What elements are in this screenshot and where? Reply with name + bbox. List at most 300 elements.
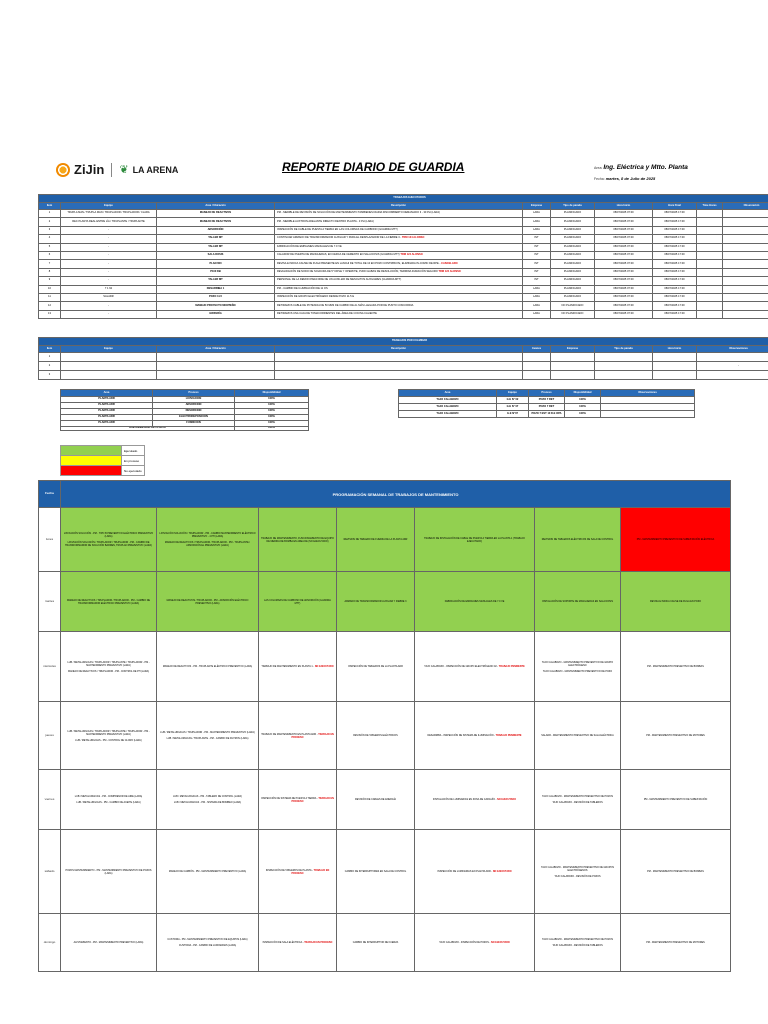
weekly-task-cell <box>157 770 259 830</box>
availability-header-row <box>61 390 309 397</box>
availability-proc-cell: DESORCIÓN <box>153 409 235 415</box>
executed-item-cell: 8 <box>39 268 61 276</box>
weekly-task-text: PM - MANTENIMIENTO PREVENTIVO DE MOTORES <box>646 734 705 737</box>
weekly-task-status: TRABAJO EN PROCESO <box>291 796 334 803</box>
area-label: Area: <box>594 166 603 170</box>
weekly-task-text: PM - MANTENIMIENTO PREVENTIVO DE BOMBAS <box>647 870 704 873</box>
executed-emp-cell: INT <box>523 243 551 251</box>
executed-empty-cell <box>723 285 768 293</box>
executed-equipo-cell: 7 1 62 <box>61 285 157 293</box>
executed-desc-cell: RETIRAMOS UNA CAJA DE TOMACORRIENTES DEL ÁREA DE COCINA CALIENTE <box>275 310 523 318</box>
weekly-task-text: MANEJO DE REACTIVOS / TRUPLADOR / TRUPLADOR - PM - CAMBIO DE TRANSFORMADOR ELÉCTRICO PREVENTIVO (LARA) <box>66 598 151 605</box>
pending-empty-cell <box>653 353 697 362</box>
executed-desc-cell: PM - CAMBIO DE ILUMINACIÓN DE 11 OS <box>275 285 523 293</box>
pending-item-cell: 3 <box>39 371 61 380</box>
executed-desc-cell: FABRICACIÓN DE EMPALMES MANUALES DE 7.0 VE <box>275 243 523 251</box>
executed-hi-cell: 08/07/2025 07:00 <box>595 235 653 243</box>
weekly-task-cell <box>61 508 157 572</box>
executed-hf-cell: 08/07/2025 17:00 <box>653 226 697 234</box>
weekly-task-text: INSPECCIÓN DE TABLEROS DE PLANTA - <box>265 868 314 872</box>
area-value: Ing. Eléctrica y Mtto. Planta <box>603 164 688 171</box>
executed-empty-cell <box>697 251 723 259</box>
executed-tipo-cell: PLANIFICADO <box>551 235 595 243</box>
weekly-task-text: LUB / METALURGICAS - PM - TABLERO DE CONTROL (LARA) LUB / METALURGICAS - PM - SISTEMA DE BOMBEO (LARA) <box>173 795 242 804</box>
equipment-obs-cell <box>601 404 695 411</box>
executed-emp-cell: INT <box>523 268 551 276</box>
executed-emp-cell: LARA <box>523 285 551 293</box>
pending-header-cell: Tipo de parada <box>595 346 653 353</box>
weekly-task-cell <box>337 830 415 914</box>
executed-header-cell: Empresa <box>523 203 551 210</box>
weekly-task-status: TRABAJO EN PROCESO <box>291 868 330 875</box>
executed-hf-cell: 08/07/2025 17:00 <box>653 285 697 293</box>
weekly-task-cell <box>535 572 621 632</box>
availability-disp-cell: 100% <box>235 403 309 409</box>
executed-header-cell: Hora Final <box>653 203 697 210</box>
executed-empty-cell <box>723 235 768 243</box>
executed-area-cell: ADSORCIÓN <box>157 226 275 234</box>
pending-empty-cell <box>61 371 157 380</box>
pending-empty-cell <box>523 353 551 362</box>
executed-tipo-cell: PLANIFICADO <box>551 226 595 234</box>
weekly-row <box>39 632 731 702</box>
pending-work-table <box>38 337 768 380</box>
equipment-disp-cell: 100% <box>565 411 601 418</box>
pending-header-cell: Empresa <box>551 346 595 353</box>
weekly-task-text: TRABAJO DE MANTENIMIENTO EN PLANTA ADR - <box>261 732 319 736</box>
weekly-day-cell: viernes <box>39 770 61 830</box>
weekly-task-text: PM - MANTENIMIENTO PREVENTIVO DE MOTORES <box>646 941 705 944</box>
executed-header-cell: Hora Inicio <box>595 203 653 210</box>
logo-brand: ZiJin <box>74 162 105 177</box>
logo-site: LA ARENA <box>132 164 179 175</box>
executed-emp-cell: INT <box>523 260 551 268</box>
weekly-task-text: LUB / METALURGICAS - PM - COMPRESOR DE AIRE (LARA) LUB / METALURGICAS - PM - CAMBIO DE ACEITE (LARA) <box>74 795 143 804</box>
executed-item-cell: 9 <box>39 277 61 285</box>
weekly-task-text: TRABAJO DE MANTENIMIENTO EN PLANTA 1 - <box>261 665 315 668</box>
weekly-task-text: CAMBIO DE INTERRUPTORES EN SALA DE CONTROL <box>344 870 407 873</box>
availability-disp-cell: 100% <box>235 421 309 427</box>
executed-emp-cell: LARA <box>523 302 551 310</box>
weekly-task-cell <box>535 830 621 914</box>
weekly-task-text: LAS COLUMNAS DE CARBONO DE ADSORCIÓN (GUARDIA MTT) <box>264 598 331 605</box>
executed-area-cell: MANEJO DE REACTIVOS <box>157 210 275 218</box>
leaf-icon: ❦ <box>119 164 129 176</box>
pending-item-cell: 2 <box>39 362 61 371</box>
equipment-header-cell: Disponibilidad <box>565 390 601 397</box>
equipment-area-cell: TAJO CALABOZO <box>399 397 497 404</box>
weekly-task-cell <box>157 702 259 770</box>
weekly-task-cell <box>337 572 415 632</box>
pending-header-cell: Descripción <box>275 346 523 353</box>
equipment-disp-cell: 100% <box>565 404 601 411</box>
equipment-proc-cell: POZO 7 RET <box>529 397 565 404</box>
pending-empty-cell <box>551 371 595 380</box>
executed-emp-cell: LARA <box>523 293 551 301</box>
executed-item-cell: 11 <box>39 293 61 301</box>
weekly-task-cell <box>337 508 415 572</box>
pending-empty-cell <box>275 362 523 371</box>
weekly-task-cell <box>157 632 259 702</box>
zijin-sun-icon <box>56 163 70 177</box>
weekly-task-cell <box>337 914 415 972</box>
executed-tipo-cell: PLANIFICADO <box>551 260 595 268</box>
weekly-program-table <box>38 480 731 972</box>
weekly-task-text: INSPECCIÓN DE SISTEMA DE PUESTA A TIERRA - <box>261 796 319 800</box>
pending-empty-cell <box>595 362 653 371</box>
weekly-task-cell <box>157 830 259 914</box>
weekly-row <box>39 508 731 572</box>
pending-empty-cell <box>157 362 275 371</box>
weekly-task-text: LIXIVIACIÓN SOLUCIÓN / TRUPLADOR - PM - CAMBIO MANTENIMIENTO ELÉCTRICO PREVENTIVO - 4 PH (LARA) MANEJO DE REACTIVOS / TRUPLADOR / TRUPLADOR - PM - TRUPLANTE / ADSORCIÓN EL PREVENTIVO (LARA) <box>159 532 256 547</box>
weekly-task-cell <box>415 830 535 914</box>
executed-hi-cell: 08/07/2025 07:00 <box>595 285 653 293</box>
availability-area-cell: PLANTA ADR <box>61 415 153 421</box>
weekly-task-status: TRABAJO EN PROCESO <box>291 732 334 739</box>
weekly-task-text: PM - MANTENIMIENTO PREVENTIVO DE BOMBAS <box>647 665 704 668</box>
executed-header-row <box>39 203 768 210</box>
equipment-area-cell: TAJO CALABOZO <box>399 411 497 418</box>
executed-desc-cell <box>275 251 523 259</box>
executed-empty-cell <box>697 268 723 276</box>
weekly-task-cell <box>535 770 621 830</box>
weekly-task-cell <box>621 572 731 632</box>
executed-empty-cell <box>697 226 723 234</box>
executed-tipo-cell: PLANIFICADO <box>551 268 595 276</box>
executed-desc-text: CONTINUAR ARMADO DE TRANSFORMADOR AUXILIAR Y PARA EL DESPLAZADOR DE LA FIEBRE 3 - <box>277 236 402 240</box>
weekly-task-text: INSPECCIÓN DE SALA ELÉCTRICA - <box>262 941 305 944</box>
executed-empty-cell <box>697 277 723 285</box>
executed-area-cell: GRIFERÍA <box>157 310 275 318</box>
company-logo <box>56 162 178 177</box>
executed-item-cell: 1 <box>39 210 61 218</box>
executed-hi-cell: 08/07/2025 07:00 <box>595 210 653 218</box>
date-value: martes, 8 de Julio de 2025 <box>605 176 656 181</box>
executed-empty-cell <box>723 218 768 226</box>
status-flag: TRM 124 ALONSO <box>438 270 461 273</box>
table-row <box>399 404 695 411</box>
table-row <box>39 293 768 301</box>
weekly-task-text: LIXIVIACIÓN SOLUCIÓN - PM - TIPO B PREVENTIVO ELÉCTRICO PREVENTIVO (LARA) LIXIVIACIÓN SOLUCIÓN / TRUPLADOR / TRUPLADOR - PM - CAMBIO DE TRANSFORMADOR DE SOLUCIÓN BARREN, TRUPLAN PREVENTIVO (LARA) <box>63 532 154 547</box>
executed-header-cell: Item <box>39 203 61 210</box>
executed-item-cell: 6 <box>39 251 61 259</box>
executed-desc-cell <box>275 235 523 243</box>
executed-emp-cell: LARA <box>523 310 551 318</box>
weekly-task-cell <box>61 632 157 702</box>
executed-tipo-cell: PLANIFICADO <box>551 293 595 301</box>
executed-hi-cell: 08/07/2025 07:00 <box>595 277 653 285</box>
weekly-task-text: INSTALACIÓN DE LUMINARIAS EN ZONA DE CARGUÍO - <box>433 798 498 801</box>
weekly-task-cell <box>621 914 731 972</box>
weekly-task-text: TAJO CALABOZO - INSPECCIÓN DE GRUPO ELECTRÓGENO 02 - <box>424 665 499 668</box>
executed-equipo-cell: SALADR <box>61 293 157 301</box>
weekly-task-cell <box>337 632 415 702</box>
availability-proc-cell: ADSORCIÓN <box>153 403 235 409</box>
availability-proc-cell: ELECTRODEPOSICIÓN <box>153 415 235 421</box>
executed-empty-cell <box>697 235 723 243</box>
executed-equipo-cell: - <box>61 268 157 276</box>
table-row <box>39 210 768 218</box>
weekly-task-cell <box>535 914 621 972</box>
executed-item-cell: 13 <box>39 310 61 318</box>
weekly-task-cell <box>61 914 157 972</box>
weekly-day-cell: miércoles <box>39 632 61 702</box>
table-row <box>39 277 768 285</box>
weekly-row <box>39 770 731 830</box>
executed-desc-text: REVALIDACIÓN DE NODO DE SOLDURA DE 5" DIPLE Y OPERNTE, PUDO HABAS DE RESOLUCIÓN, TERMINA DURACIÓN SEGURO <box>277 270 439 273</box>
status-flag: TRM 124 ALONSO <box>401 236 425 240</box>
executed-desc-cell: PM - MEDIBLE DE REVISIÓN DE SOLUCIÓN DE MANTENIMIENTO TAMBIENES DIARIA DISCOMBIERTO DEMASIADO 3 - 30 PH (LARA) <box>275 210 523 218</box>
executed-item-cell: 5 <box>39 243 61 251</box>
weekly-task-text: CUSTODIA - PM - MANTENIMIENTO PREVENTIVO DE EQUIPOS (LARA) CUSTODIA - PM - CAMBIO DE LUMINARIAS (LARA) <box>167 938 248 947</box>
equipment-header-cell: Observaciones <box>601 390 695 397</box>
weekly-task-text: TAJO CALABOZO - MANTENIMIENTO PREVENTIVO DE GRUPOS ELECTRÓGENOS TAJO CALABOZO - REVISIÓN DE POZOS <box>541 865 614 878</box>
weekly-task-text: REVISION DE TABLEROS ELÉCTRICOS DE SALA DE CONTROL <box>541 538 614 541</box>
pending-empty-cell <box>523 362 551 371</box>
weekly-task-text: FABRICACIÓN DE EMPALMES MANUALES DE 7.0 VE <box>444 600 505 603</box>
legend-swatch <box>61 466 122 476</box>
pending-obs-cell: - <box>697 362 768 371</box>
availability-total-label: DISPONIBILIDAD DE PLANTA <box>61 427 235 431</box>
executed-item-cell: 4 <box>39 235 61 243</box>
pending-empty-cell <box>595 371 653 380</box>
executed-emp-cell: LARA <box>523 218 551 226</box>
weekly-task-cell <box>337 770 415 830</box>
executed-empty-cell <box>697 293 723 301</box>
executed-hf-cell: 08/07/2025 17:00 <box>653 260 697 268</box>
executed-area-cell: P100 DB <box>157 268 275 276</box>
equipment-header-cell: Area <box>399 390 497 397</box>
weekly-task-cell <box>415 770 535 830</box>
executed-empty-cell <box>697 310 723 318</box>
executed-empty-cell <box>723 310 768 318</box>
equipment-header-cell: Proceso <box>529 390 565 397</box>
legend-label: En proceso <box>122 456 145 466</box>
executed-tipo-cell: NO PLANIFICADO <box>551 310 595 318</box>
table-row <box>39 353 768 362</box>
executed-hf-cell: 08/07/2025 17:00 <box>653 210 697 218</box>
executed-hi-cell: 08/07/2025 07:00 <box>595 268 653 276</box>
equipment-eq-cell: G.E N° 07 <box>497 404 529 411</box>
executed-equipo-cell: TRUPLA MAN / TRUPLA MAN / TRUPLADOR / TRUPLADOR / CLARA <box>61 210 157 218</box>
pending-empty-cell <box>551 362 595 371</box>
executed-desc-text: REVISA E INDICA CAUSE DE FUGA PRESENTE EN LANCHI DE TOTAL DE 10 EN POZO CONTRIBUYE, ELIMINADA IN-COMIC DE RPE - <box>277 261 442 265</box>
pending-obs-cell <box>697 371 768 380</box>
executed-hf-cell: 08/07/2025 17:00 <box>653 277 697 285</box>
weekly-task-cell <box>157 572 259 632</box>
executed-equipo-cell: - <box>61 260 157 268</box>
weekly-task-cell <box>535 508 621 572</box>
executed-header-cell: Tipo de parada <box>551 203 595 210</box>
table-row <box>399 411 695 418</box>
availability-total: 100% <box>235 427 309 431</box>
executed-area-cell: TALLER MT <box>157 277 275 285</box>
date-label: Fecha: <box>594 177 605 181</box>
weekly-task-status: TRABAJO PENDIENTE <box>498 665 525 668</box>
legend-row <box>61 456 145 466</box>
weekly-task-text: CAMBIO DE INTERRUPTOR DE FUERZA <box>352 941 399 944</box>
executed-equipo-cell: - <box>61 226 157 234</box>
weekly-task-text: MANEJO DE REACTIVOS / TRUPLADOR - PM - ADSORCIÓN ELÉCTRICO PREVENTIVO (LARA) <box>166 598 249 605</box>
weekly-task-cell <box>535 702 621 770</box>
pending-empty-cell <box>653 362 697 371</box>
executed-empty-cell <box>697 285 723 293</box>
executed-tipo-cell: PLANIFICADO <box>551 277 595 285</box>
executed-emp-cell: INT <box>523 251 551 259</box>
executed-area-cell: POZO 11.5 <box>157 293 275 301</box>
availability-area-cell: PLANTA ADR <box>61 403 153 409</box>
weekly-task-text: INSTALACIÓN DE SOPORTE DE MANGUERAS EN SALA DOSIS <box>542 600 613 603</box>
availability-area-cell: PLANTA ADR <box>61 409 153 415</box>
executed-equipo-cell: - <box>61 277 157 285</box>
legend-label: Ejecutado <box>122 446 145 456</box>
executed-desc-cell <box>275 260 523 268</box>
weekly-task-cell <box>415 572 535 632</box>
table-row <box>39 235 768 243</box>
availability-disp-cell: 100% <box>235 415 309 421</box>
executed-item-cell: 7 <box>39 260 61 268</box>
weekly-task-text: REVISION DE TABLERO DE FUERZA DE LA PLANTA ADR <box>343 538 408 541</box>
table-row <box>39 251 768 259</box>
pending-empty-cell <box>523 371 551 380</box>
weekly-task-cell <box>61 830 157 914</box>
equipment-disp-cell: 100% <box>565 397 601 404</box>
weekly-task-text: TRABAJO DE INSTALACIÓN DE CABLE DE PUESTA A TIERRA EN LA PLANTA 1 (TRABAJO EJECUTADO) <box>424 536 525 543</box>
availability-header-cell: Disponibilidad <box>235 390 309 397</box>
weekly-day-cell: jueves <box>39 702 61 770</box>
plant-availability-table <box>60 389 309 431</box>
executed-header-cell: Time Horas <box>697 203 723 210</box>
executed-equipo-cell: - <box>61 310 157 318</box>
executed-equipo-cell: - <box>61 251 157 259</box>
executed-hf-cell: 08/07/2025 17:00 <box>653 310 697 318</box>
weekly-task-cell <box>259 702 337 770</box>
executed-hi-cell: 08/07/2025 07:00 <box>595 251 653 259</box>
weekly-task-cell <box>415 508 535 572</box>
executed-empty-cell <box>723 243 768 251</box>
executed-empty-cell <box>697 260 723 268</box>
executed-area-cell: MANEJO DE REACTIVOS <box>157 218 275 226</box>
weekly-task-cell <box>621 632 731 702</box>
legend-row <box>61 446 145 456</box>
table-row <box>39 226 768 234</box>
equipment-eq-cell: G.E N° 02 <box>497 397 529 404</box>
report-title: REPORTE DIARIO DE GUARDIA <box>282 160 465 174</box>
weekly-task-status: TRABAJO PENDIENTE <box>495 734 522 737</box>
equipment-area-cell: TAJO CALABOZO <box>399 404 497 411</box>
weekly-task-cell <box>259 508 337 572</box>
executed-empty-cell <box>723 293 768 301</box>
executed-title: TRABAJOS EJECUTADOS <box>39 195 768 203</box>
equipment-obs-cell <box>601 411 695 418</box>
table-row <box>39 310 768 318</box>
executed-desc-text: CALADOR DE PUERTA DE MANGUERAS, EN CERCA DE CEMENTO EN SALA DOSIS (GUARDIA MTT) <box>277 253 401 257</box>
weekly-task-cell <box>259 914 337 972</box>
table-row <box>39 268 768 276</box>
executed-emp-cell: LARA <box>523 226 551 234</box>
executed-header-cell: Equipo <box>61 203 157 210</box>
executed-equipo-cell: - <box>61 302 157 310</box>
legend-swatch <box>61 446 122 456</box>
status-legend <box>60 445 145 476</box>
weekly-task-text: INSPECCIÓN DE TABLEROS DE LA PLANTA ADR <box>348 665 403 668</box>
weekly-task-text: TAJO CALABOZO - INSPECCIÓN DE POZOS - <box>439 941 491 944</box>
pending-empty-cell <box>595 353 653 362</box>
executed-desc-cell: INSPECCIÓN DE GRUPO ELECTRÓGENO DESDE POZO 11.5 E <box>275 293 523 301</box>
pending-empty-cell <box>61 362 157 371</box>
equipment-obs-cell <box>601 397 695 404</box>
pending-header-row <box>39 346 768 353</box>
table-row <box>39 218 768 226</box>
weekly-task-status: NO EJECUTADO <box>314 665 334 668</box>
weekly-title: PROGRAMACIÓN SEMANAL DE TRABAJOS DE MANTENIMIENTO <box>61 481 731 508</box>
weekly-task-text: TAJO CALABOZO - MANTENIMIENTO PREVENTIVO DE POZOS TAJO CALABOZO - REVISIÓN DE TABLEROS <box>542 938 613 947</box>
weekly-task-status: NO EJECUTADO <box>497 798 516 801</box>
executed-equipo-cell: - <box>61 235 157 243</box>
weekly-task-status: NO EJECUTADO <box>492 870 512 873</box>
executed-item-cell: 2 <box>39 218 61 226</box>
executed-item-cell: 12 <box>39 302 61 310</box>
executed-empty-cell <box>723 210 768 218</box>
executed-hf-cell: 08/07/2025 17:00 <box>653 218 697 226</box>
availability-header-cell: Area <box>61 390 153 397</box>
legend-swatch <box>61 456 122 466</box>
executed-empty-cell <box>723 260 768 268</box>
weekly-task-cell <box>259 830 337 914</box>
weekly-task-cell <box>621 508 731 572</box>
executed-desc-cell <box>275 268 523 276</box>
executed-hi-cell: 08/07/2025 07:00 <box>595 218 653 226</box>
pending-empty-cell <box>61 353 157 362</box>
executed-empty-cell <box>697 218 723 226</box>
pending-empty-cell <box>653 371 697 380</box>
availability-proc-cell: FUNDICIÓN <box>153 421 235 427</box>
weekly-task-text: MANEJO DE REACTIVOS - PM - TRUPLANTE ELÉCTRICO PREVENTIVO (LARA) <box>162 665 253 668</box>
executed-tipo-cell: PLANIFICADO <box>551 285 595 293</box>
weekly-row <box>39 830 731 914</box>
pending-empty-cell <box>275 353 523 362</box>
pending-header-cell: Observaciones <box>697 346 768 353</box>
pending-header-cell: Hora Inicio <box>653 346 697 353</box>
executed-empty-cell <box>697 210 723 218</box>
weekly-task-status: NO EJECUTADO <box>490 941 510 944</box>
weekly-task-text: LUB / METALURGICAS / TRUPLADOR / TRUPLANTE / TRUPLADOR - PM - MANTENIMIENTO PREVENTIVO (LARA) MANEJO DE REACTIVOS / TRUPLADOR - PM - CONTROL DE PH (LARA) <box>67 660 150 673</box>
weekly-task-text: LUB / METALURGICAS / TRUPLADOR / TRUPLANTE / TRUPLADOR - PM - MANTENIMIENTO PREVENTIVO (LARA) LUB / METALURGICAS - PM - CONTROL DE CLORO (LARA) <box>67 729 150 742</box>
executed-emp-cell: LARA <box>523 210 551 218</box>
weekly-task-text: INSPECCIÓN DE LUMINARIAS EN PLANTA ADR - <box>437 870 493 873</box>
pending-header-cell: Equipo <box>61 346 157 353</box>
weekly-task-cell <box>61 572 157 632</box>
executed-empty-cell <box>723 277 768 285</box>
executed-work-table <box>38 194 768 319</box>
executed-empty-cell <box>723 302 768 310</box>
executed-equipo-cell: - <box>61 243 157 251</box>
executed-desc-cell: RETIRAMOS CABLE DE POTENCIA DE 50 MM2 DE CAMBIO DE AL MÁS LLEGADA POR DE PUNTO CONCORDIA <box>275 302 523 310</box>
weekly-task-text: TAJO CALABOZO - MANTENIMIENTO PREVENTIVO DE POZOS TAJO CALABOZO - REVISIÓN DE TABLEROS <box>542 795 613 804</box>
executed-area-cell: PLAN 600 <box>157 260 275 268</box>
table-row <box>39 362 768 371</box>
table-row <box>39 243 768 251</box>
executed-hf-cell: 08/07/2025 17:00 <box>653 243 697 251</box>
pending-empty-cell <box>157 371 275 380</box>
executed-hi-cell: 08/07/2025 07:00 <box>595 226 653 234</box>
executed-hi-cell: 08/07/2025 07:00 <box>595 260 653 268</box>
weekly-task-text: SALADR - MANTENIMIENTO PREVENTIVO DE SALA ELÉCTRICA <box>541 734 614 737</box>
weekly-task-cell <box>621 830 731 914</box>
table-row <box>39 260 768 268</box>
weekly-task-text: ARMADO DE TRANSFORMADOR AUXILIAR Y FIEBRE 3 <box>344 600 407 603</box>
executed-area-cell: DESARRIBA 1 <box>157 285 275 293</box>
